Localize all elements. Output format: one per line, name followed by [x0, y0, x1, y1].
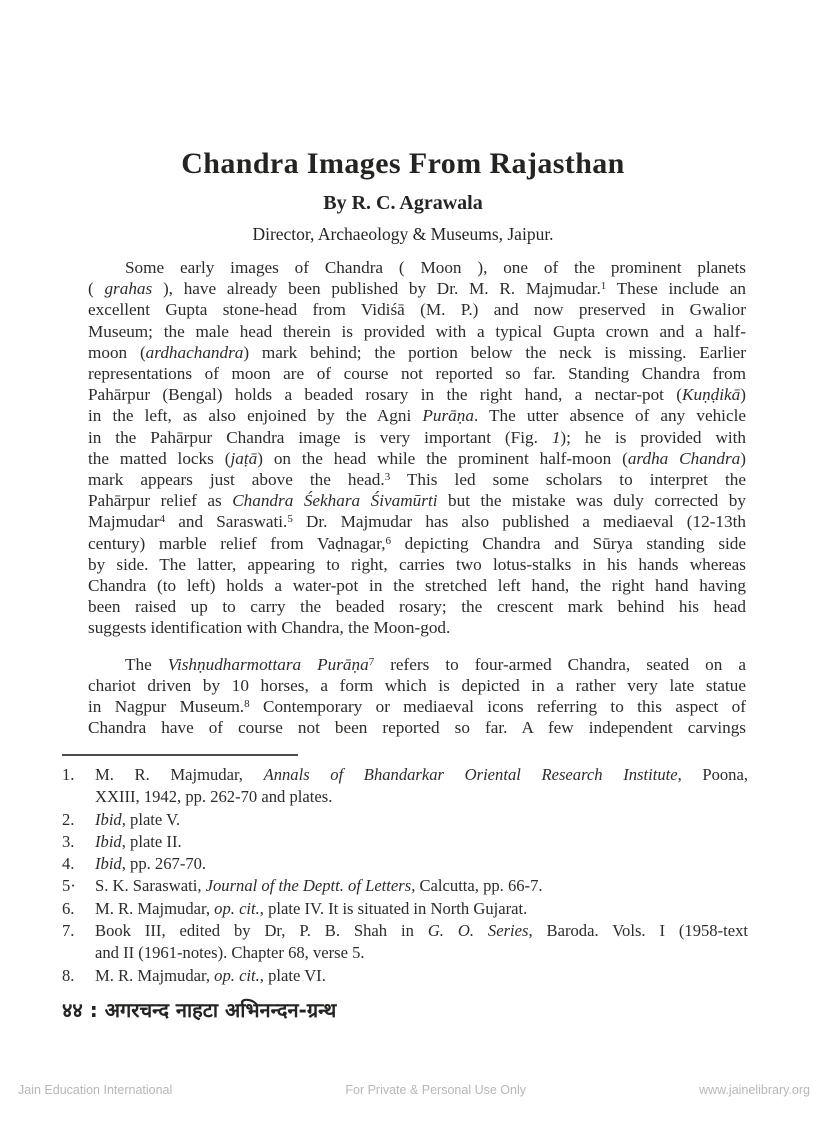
footnote-text: [95, 965, 748, 987]
text-line: suggests identification with Chandra, the Moon-god.: [88, 618, 451, 638]
footnote-reference: 5: [287, 513, 293, 526]
text-line: mark appears just above the head.$^3$ This led some scholars to interpret the: [88, 470, 746, 490]
text-line: Majmudar$^4$ and Saraswati.$^5$ Dr. Majmudar has also published a mediaeval (12-13th: [88, 512, 746, 532]
author-affiliation: Director, Archaeology & Museums, Jaipur.: [252, 223, 554, 244]
footnote-separator: [62, 754, 298, 756]
scan-footer-right: www.jainelibrary.org: [699, 1083, 810, 1097]
footnote-text: [95, 898, 748, 920]
footnote-list: [62, 764, 748, 987]
text-line: M. R. Majmudar, Annals of Bhandarkar Oriental Research Institute, Poona,: [95, 765, 748, 784]
footnote-text: [95, 831, 748, 853]
text-line: Chandra (to left) holds a water-pot in the stretched left hand, the right hand having: [88, 576, 746, 596]
text-line: Chandra have of course not been reported so far. A few independent carvings: [88, 718, 746, 738]
text-line: ( grahas ), have already been published by Dr. M. R. Majmudar.$^1$ These include an: [88, 279, 746, 299]
footnote: [62, 853, 748, 875]
footnote: [62, 875, 748, 897]
footnote-reference: 4: [159, 513, 166, 526]
text-line: The Vishṇudharmottara Purāṇa$^7$ refers to four-armed Chandra, seated on a: [125, 654, 746, 674]
text-line: Book III, edited by Dr, P. B. Shah in G. O. Series, Baroda. Vols. I (1958-text: [95, 921, 749, 941]
footnote-marker: 5·: [62, 876, 76, 896]
footnote-marker: 3.: [62, 831, 75, 851]
footnote-reference: 1: [600, 280, 607, 293]
text-line: M. R. Majmudar, op. cit., plate VI.: [95, 965, 326, 985]
footnote: [62, 809, 748, 831]
text-line: Museum; the male head therein is provided with a typical Gupta crown and a half-: [88, 321, 746, 341]
footnote-marker: 2.: [62, 809, 75, 829]
byline: By R. C. Agrawala: [323, 191, 483, 214]
footnote: [62, 965, 748, 987]
text-line: Pahārpur relief as Chandra Śekhara Śivamūrti but the mistake was duly corrected by: [88, 491, 746, 511]
footnote: [62, 898, 748, 920]
text-line: the matted locks (jaṭā) on the head while the prominent half-moon (ardha Chandra): [88, 448, 746, 468]
scan-footer-left: Jain Education International: [18, 1083, 173, 1097]
footnote: [62, 831, 748, 853]
text-line: in Nagpur Museum.$^8$ Contemporary or mediaeval icons referring to this aspect of: [88, 697, 746, 717]
text-line: M. R. Majmudar, op. cit., plate IV. It is situated in North Gujarat.: [95, 898, 528, 918]
text-line: in the Pahārpur Chandra image is very important (Fig. 1); he is provided with: [88, 427, 746, 447]
text-line: excellent Gupta stone-head from Vidiśā (M. P.) and now preserved in Gwalior: [88, 300, 746, 320]
scan-footer-center: For Private & Personal Use Only: [345, 1083, 526, 1097]
page-title: Chandra Images From Rajasthan: [181, 147, 625, 180]
book-footer-devanagari: ४४ : अगरचन्द नाहटा अभिनन्दन-ग्रन्थ: [62, 998, 337, 1022]
text-line: in the left, as also enjoined by the Agni Purāṇa. The utter absence of any vehicle: [88, 406, 746, 426]
text-line: been raised up to carry the beaded rosary; the crescent mark behind his head: [88, 597, 746, 617]
text-line: Pahārpur (Bengal) holds a beaded rosary in the right hand, a nectar-pot (Kuṇḍikā): [88, 385, 746, 405]
text-line: moon (ardhachandra) mark behind; the portion below the neck is missing. Earlier: [88, 342, 747, 362]
text-line: century) marble relief from Vaḍnagar,$^6$ depicting Chandra and Sūrya standing side: [88, 533, 747, 553]
text-line: S. K. Saraswati, Journal of the Deptt. of Letters, Calcutta, pp. 66-7.: [95, 876, 543, 896]
text-line: and II (1961-notes). Chapter 68, verse 5.: [95, 943, 365, 963]
footnote-reference: 7: [368, 655, 375, 668]
text-line: XXIII, 1942, pp. 262-70 and plates.: [95, 787, 333, 807]
footnote-marker: 7.: [62, 921, 75, 941]
article-body: [88, 257, 746, 738]
footnote-marker: 4.: [62, 854, 75, 874]
text-line: Some early images of Chandra ( Moon ), one of the prominent planets: [125, 258, 746, 277]
footnote-marker: 1.: [62, 765, 75, 784]
footnote-text: [95, 764, 748, 809]
footnote-marker: 6.: [62, 898, 75, 918]
footnote-reference: 8: [244, 698, 250, 711]
footnote: [62, 764, 748, 809]
paragraph: [88, 654, 746, 739]
footnote-text: [95, 809, 748, 831]
footnote-marker: 8.: [62, 965, 75, 985]
paragraph: [88, 257, 746, 639]
footnote-reference: 3: [384, 471, 391, 484]
footnote-text: [95, 920, 748, 965]
text-line: Ibid, plate V.: [95, 809, 181, 829]
text-line: Ibid, pp. 267-70.: [95, 854, 207, 874]
footnote-reference: 6: [385, 534, 391, 547]
text-line: by side. The latter, appearing to right, carries two lotus-stalks in his hands whereas: [88, 554, 746, 574]
document-header: [73, 147, 733, 243]
text-line: Ibid, plate II.: [95, 831, 182, 851]
text-line: chariot driven by 10 horses, a form which is depicted in a rather very late statue: [88, 675, 746, 695]
footnote-text: [95, 875, 748, 897]
text-line: representations of moon are of course not reported so far. Standing Chandra from: [88, 364, 746, 384]
footnote-text: [95, 853, 748, 875]
footnote: [62, 920, 748, 965]
scan-footer: [0, 1083, 828, 1097]
